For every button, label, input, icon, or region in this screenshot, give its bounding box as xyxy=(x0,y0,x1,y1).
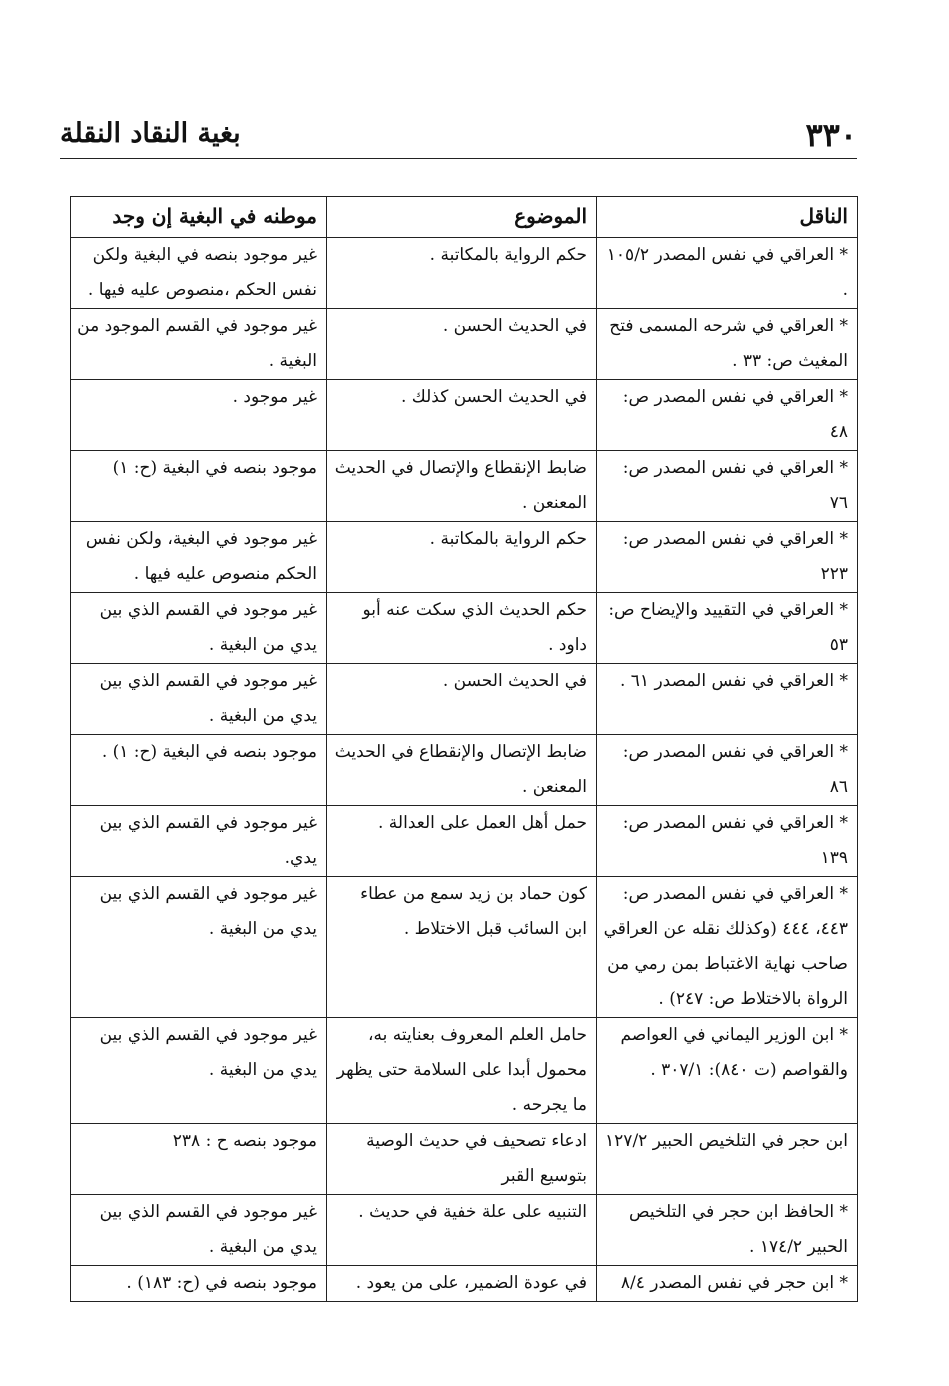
transmitter-cell: * العراقي في نفس المصدر ص: ٢٢٣ xyxy=(597,522,858,593)
topic-cell: التنبيه على علة خفية في حديث . xyxy=(327,1195,597,1266)
page-header xyxy=(60,108,857,159)
location-cell: غير موجود . xyxy=(71,380,327,451)
column-header-topic: الموضوع xyxy=(327,197,597,238)
transmitter-cell: * العراقي في نفس المصدر ص: ٨٦ xyxy=(597,735,858,806)
topic-cell: ضابط الإنقطاع والإتصال في الحديث المعنعن . xyxy=(327,451,597,522)
table-row xyxy=(71,522,858,593)
transmitter-cell: * العراقي في نفس المصدر ص: ٧٦ xyxy=(597,451,858,522)
transmitter-cell: * العراقي في نفس المصدر ص: ٤٨ xyxy=(597,380,858,451)
table-row xyxy=(71,1195,858,1266)
location-cell: موجود بنصه في (ح: ١٨٣) . xyxy=(71,1266,327,1302)
transmitter-cell: * العراقي في نفس المصدر ص: ١٣٩ xyxy=(597,806,858,877)
topic-cell: حمل أهل العمل على العدالة . xyxy=(327,806,597,877)
transmitter-cell: * ابن الوزير اليماني في العواصم والقواصم (ت ٨٤٠): ٣٠٧/١ . xyxy=(597,1018,858,1124)
location-cell: موجود بنصه في البغية (ح: ١) . xyxy=(71,735,327,806)
table-row xyxy=(71,380,858,451)
topic-cell: حكم الرواية بالمكاتبة . xyxy=(327,238,597,309)
table-row xyxy=(71,1124,858,1195)
transmitter-cell: * ابن حجر في نفس المصدر ٨/٤ xyxy=(597,1266,858,1302)
transmitter-cell: * العراقي في التقييد والإيضاح ص: ٥٣ xyxy=(597,593,858,664)
topic-cell: في الحديث الحسن كذلك . xyxy=(327,380,597,451)
location-cell: غير موجود في القسم الذي بين يدي من البغية . xyxy=(71,593,327,664)
location-cell: غير موجود في القسم الذي بين يدي من البغية . xyxy=(71,664,327,735)
location-cell: موجود بنصه ح : ٢٣٨ xyxy=(71,1124,327,1195)
transmitter-cell: * الحافظ ابن حجر في التلخيص الحبير ١٧٤/٢ . xyxy=(597,1195,858,1266)
transmitter-cell: ابن حجر في التلخيص الحبير ١٢٧/٢ xyxy=(597,1124,858,1195)
page-number: ٣٣٠ xyxy=(805,116,857,154)
location-cell: غير موجود في القسم الذي بين يدي من البغية . xyxy=(71,1018,327,1124)
topic-cell: ادعاء تصحيف في حديث الوصية بتوسيع القبر xyxy=(327,1124,597,1195)
location-cell: غير موجود في القسم الذي بين يدي من البغية . xyxy=(71,877,327,1018)
topic-cell: حكم الرواية بالمكاتبة . xyxy=(327,522,597,593)
location-cell: غير موجود في القسم الذي بين يدي من البغية . xyxy=(71,1195,327,1266)
location-cell: غير موجود في القسم الموجود من البغية . xyxy=(71,309,327,380)
table-row xyxy=(71,735,858,806)
table-row xyxy=(71,309,858,380)
column-header-transmitter: الناقل xyxy=(597,197,858,238)
topic-cell: كون حماد بن زيد سمع من عطاء ابن السائب قبل الاختلاط . xyxy=(327,877,597,1018)
table-row xyxy=(71,593,858,664)
table-row xyxy=(71,806,858,877)
topic-cell: في عودة الضمير، على من يعود . xyxy=(327,1266,597,1302)
topic-cell: في الحديث الحسن . xyxy=(327,309,597,380)
transmitter-cell: * العراقي في شرحه المسمى فتح المغيث ص: ٣٣ . xyxy=(597,309,858,380)
topic-cell: في الحديث الحسن . xyxy=(327,664,597,735)
table-row xyxy=(71,1018,858,1124)
column-header-location: موطنه في البغية إن وجد xyxy=(71,197,327,238)
location-cell: غير موجود في القسم الذي بين يدي. xyxy=(71,806,327,877)
table-row xyxy=(71,1266,858,1302)
transmitter-cell: * العراقي في نفس المصدر ص: ٤٤٣، ٤٤٤ (وكذلك نقله عن العراقي صاحب نهاية الاغتباط بمن رمي من الرواة بالاختلاط ص: ٢٤٧) . xyxy=(597,877,858,1018)
running-title: بغية النقاد النقلة xyxy=(60,118,241,149)
topic-cell: حكم الحديث الذي سكت عنه أبو داود . xyxy=(327,593,597,664)
sources-table xyxy=(70,196,858,1302)
transmitter-cell: * العراقي في نفس المصدر ٦١ . xyxy=(597,664,858,735)
topic-cell: ضابط الإتصال والإنقطاع في الحديث المعنعن . xyxy=(327,735,597,806)
location-cell: موجود بنصه في البغية (ح: ١) xyxy=(71,451,327,522)
table-header-row xyxy=(71,197,858,238)
table-row xyxy=(71,238,858,309)
table-row xyxy=(71,877,858,1018)
table-row xyxy=(71,664,858,735)
location-cell: غير موجود بنصه في البغية ولكن نفس الحكم ،منصوص عليه فيها . xyxy=(71,238,327,309)
transmitter-cell: * العراقي في نفس المصدر ١٠٥/٢ . xyxy=(597,238,858,309)
location-cell: غير موجود في البغية، ولكن نفس الحكم منصوص عليه فيها . xyxy=(71,522,327,593)
topic-cell: حامل العلم المعروف بعنايته به، محمول أبدا على السلامة حتى يظهر ما يجرحه . xyxy=(327,1018,597,1124)
table-row xyxy=(71,451,858,522)
